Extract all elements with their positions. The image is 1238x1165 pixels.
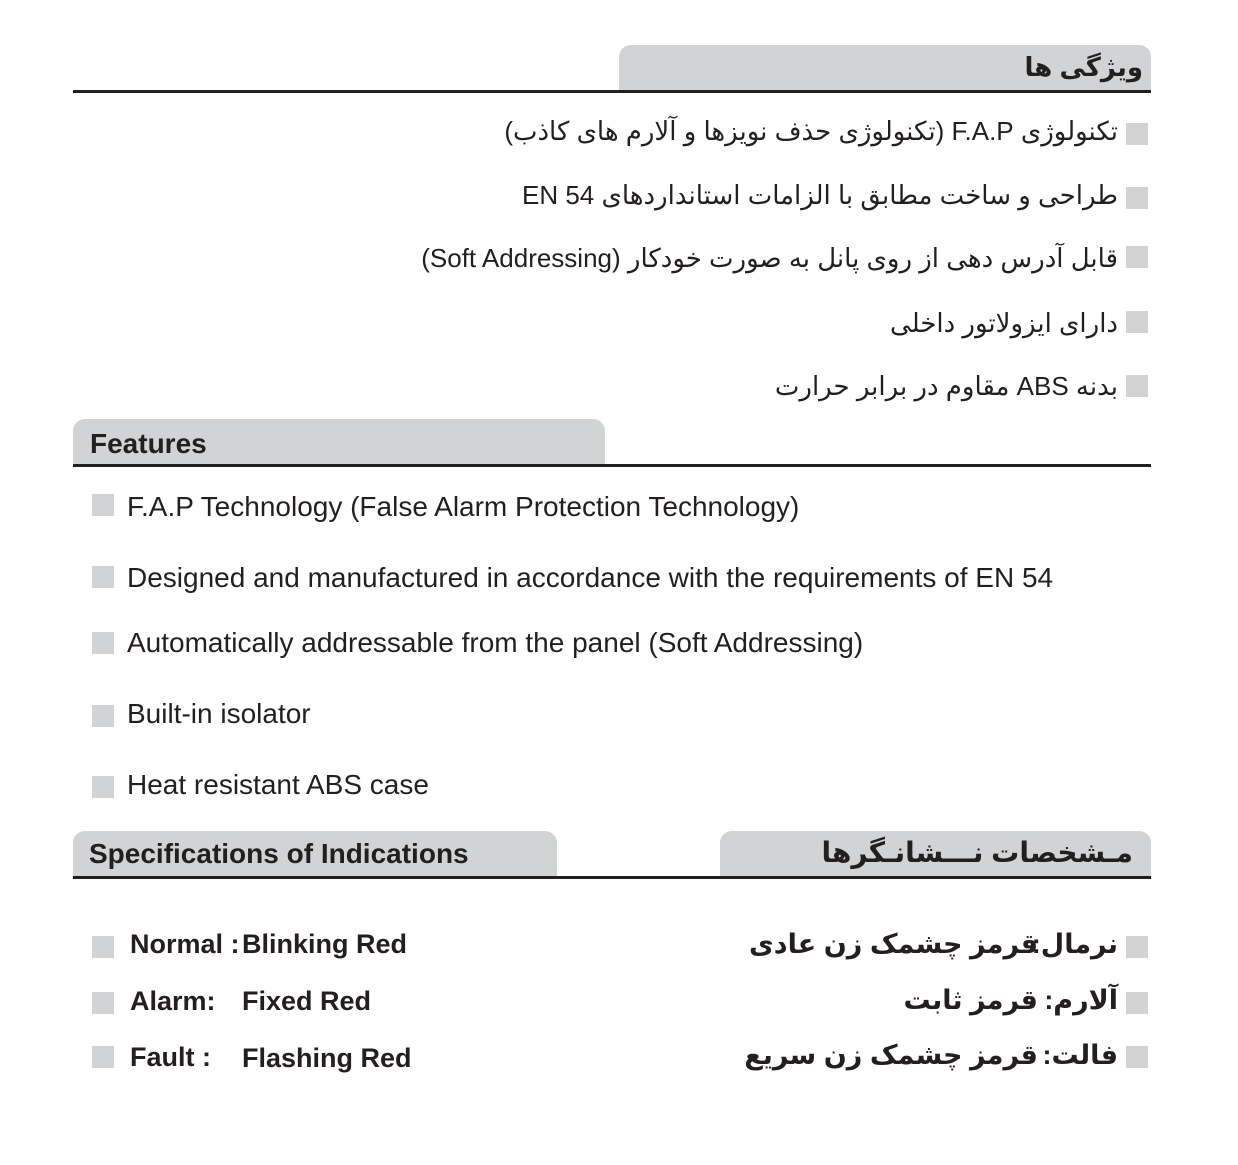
indication-label-en: Alarm: [130,986,216,1016]
persian-feature-item: قابل آدرس دهی از روی پانل به صورت خودکار (Soft Addressing) [421,243,1118,273]
features-title: Features [90,428,207,459]
bullet-square [1126,936,1148,958]
bullet-square [1126,311,1148,333]
features-rule [73,464,1151,467]
bullet-square [92,494,114,516]
indications-rule [73,876,1151,879]
indication-value-en: Blinking Red [242,929,408,959]
bullet-square [92,992,114,1014]
persian-features-rule [73,90,1151,93]
persian-feature-item: بدنه ABS مقاوم در برابر حرارت [774,371,1118,401]
bullet-square [92,776,114,798]
persian-feature-item: دارای ایزولاتور داخلی [890,308,1118,338]
indication-value-en: Fixed Red [242,986,372,1016]
indication-label-en: Fault : [130,1042,211,1072]
bullet-square [92,566,114,588]
feature-item: Heat resistant ABS case [127,769,429,800]
bullet-square [1126,187,1148,209]
bullet-square [92,936,114,958]
indication-value-fa: قرمز چشمک زن عادی [749,929,1038,959]
bullet-square [92,705,114,727]
bullet-square [1126,992,1148,1014]
bullet-square [92,1046,114,1068]
feature-item: F.A.P Technology (False Alarm Protection Technology) [127,491,800,522]
bullet-square [1126,1046,1148,1068]
feature-item: Designed and manufactured in accordance with the requirements of EN 54 [127,562,1054,593]
persian-feature-item: طراحی و ساخت مطابق با الزامات استانداردهای EN 54 [522,180,1118,210]
bullet-square [1126,123,1148,145]
indication-label-fa: آلارم: [1044,985,1118,1015]
indication-value-en: Flashing Red [242,1043,412,1073]
indication-label-fa: فالت: [1042,1040,1118,1070]
indication-value-fa: قرمز چشمک زن سریع [744,1040,1038,1070]
feature-item: Automatically addressable from the panel (Soft Addressing) [127,627,864,658]
bullet-square [1126,246,1148,268]
feature-item: Built-in isolator [127,698,311,729]
bullet-square [1126,375,1148,397]
indications-title-fa: مـشخصات نـــشانـگرها [821,837,1133,868]
bullet-square [92,632,114,654]
persian-features-title: ویژگی ها [1024,52,1143,82]
indication-label-en: Normal : [130,929,240,959]
persian-feature-item: تکنولوژی F.A.P (تکنولوژی حذف نویزها و آلارم های کاذب) [504,116,1118,146]
indication-label-fa: نرمال: [1031,929,1118,959]
indication-value-fa: قرمز ثابت [903,985,1038,1015]
indications-title-en: Specifications of Indications [89,838,469,869]
